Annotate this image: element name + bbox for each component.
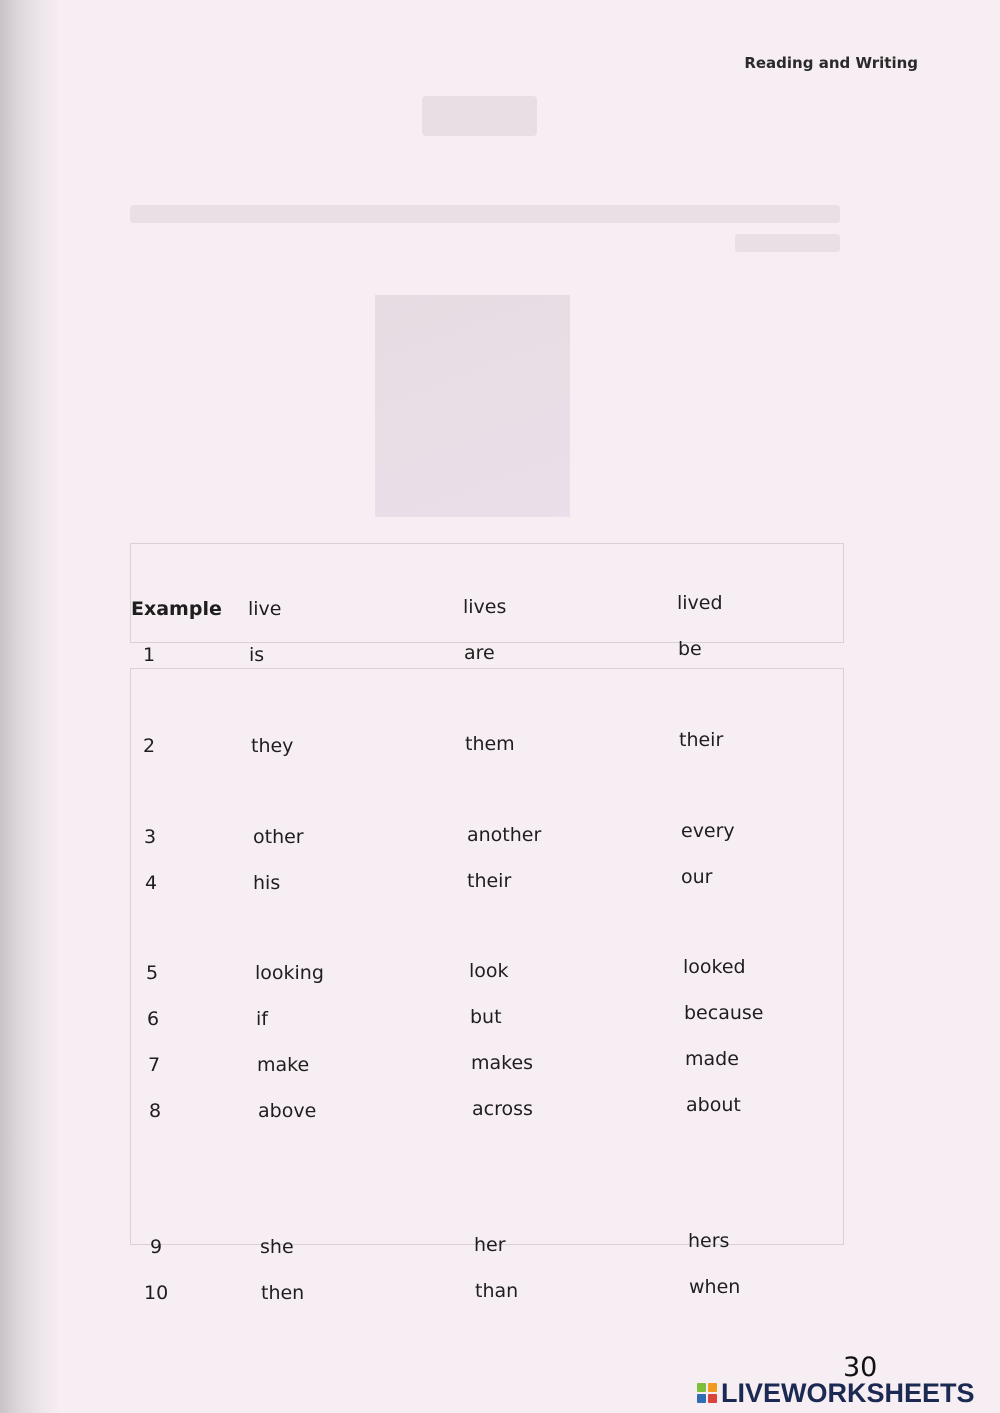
word-option: she — [260, 1236, 294, 1258]
word-option: their — [679, 729, 724, 751]
word-option: across — [472, 1098, 533, 1120]
row-label: 10 — [144, 1282, 169, 1304]
word-option: another — [467, 824, 542, 846]
row-label: 8 — [149, 1100, 162, 1122]
row-label: 1 — [143, 644, 156, 666]
row-label: 5 — [146, 962, 159, 984]
word-option: look — [469, 960, 509, 982]
word-option: above — [258, 1100, 317, 1122]
word-option: they — [251, 735, 294, 757]
word-option: made — [685, 1048, 739, 1070]
word-option: looked — [683, 956, 746, 978]
word-option: about — [686, 1094, 741, 1116]
word-option: when — [689, 1276, 741, 1298]
word-option: lives — [463, 596, 507, 618]
row-label: 9 — [150, 1236, 163, 1258]
ghost-part-heading — [422, 96, 537, 136]
row-label: Example — [131, 598, 222, 620]
word-option: than — [475, 1280, 519, 1302]
word-option: our — [681, 866, 713, 888]
watermark-text: LIVEWORKSHEETS — [721, 1377, 975, 1408]
ghost-instruction-line-1 — [130, 205, 840, 223]
word-option: his — [253, 872, 281, 894]
row-label: 4 — [145, 872, 158, 894]
word-option: but — [470, 1006, 502, 1028]
row-label: 3 — [144, 826, 157, 848]
ghost-instruction-line-2 — [735, 234, 840, 252]
word-option: lived — [677, 592, 723, 614]
logo-square-green — [697, 1383, 706, 1392]
page-number: 30 — [843, 1352, 878, 1383]
page-binding-shadow — [0, 0, 60, 1413]
word-option: because — [684, 1002, 764, 1024]
word-option: make — [257, 1054, 310, 1076]
ghost-date-banner — [130, 543, 844, 643]
row-label: 6 — [147, 1008, 160, 1030]
word-option: other — [253, 826, 304, 848]
word-option: looking — [255, 962, 324, 984]
logo-square-blue — [697, 1394, 706, 1403]
word-option: them — [465, 733, 515, 755]
liveworksheets-watermark — [697, 1378, 975, 1408]
liveworksheets-logo-icon — [697, 1383, 717, 1403]
row-label: 2 — [143, 735, 156, 757]
word-option: her — [474, 1234, 506, 1256]
row-label: 7 — [148, 1054, 161, 1076]
logo-square-red — [708, 1394, 717, 1403]
word-option: be — [678, 638, 702, 660]
word-option: are — [464, 642, 495, 664]
word-option: if — [256, 1008, 268, 1030]
logo-square-orange — [708, 1383, 717, 1392]
word-option: live — [248, 598, 282, 620]
word-option: then — [261, 1282, 305, 1304]
ghost-photo — [375, 295, 570, 517]
word-option: makes — [471, 1052, 534, 1074]
word-option: their — [467, 870, 512, 892]
section-header: Reading and Writing — [744, 54, 918, 72]
word-option: every — [681, 820, 735, 842]
word-option: hers — [688, 1230, 730, 1252]
word-option: is — [249, 644, 265, 666]
